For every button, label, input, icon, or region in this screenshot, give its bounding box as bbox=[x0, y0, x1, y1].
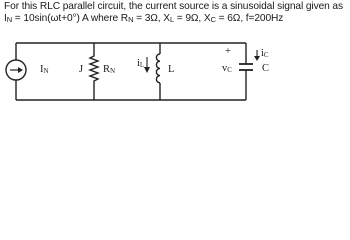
inductor-current-label: $i_L$ bbox=[137, 58, 145, 69]
rn-value: = 3Ω, X bbox=[133, 13, 170, 24]
xl-subscript: L bbox=[169, 15, 175, 24]
cap-current-label: $i_C$ bbox=[261, 48, 269, 59]
xc-subscript: C bbox=[210, 15, 216, 24]
in-symbol: I bbox=[4, 13, 7, 24]
rn-subscript: N bbox=[128, 15, 134, 24]
voltage-label: $v_C$ bbox=[222, 63, 232, 74]
problem-line-1: For this RLC parallel circuit, the current source is a sinusoidal signal given as bbox=[4, 1, 343, 12]
inductor-l bbox=[156, 54, 160, 83]
source-equation: = 10sin(ωt+0°) A where R bbox=[12, 13, 129, 24]
capacitor-label: C bbox=[262, 63, 270, 74]
xc-value: = 6Ω, f=200Hz bbox=[215, 13, 284, 24]
inductor-label: L bbox=[168, 64, 175, 75]
resistor-rn bbox=[90, 43, 98, 100]
resistor-current-label: J bbox=[79, 64, 84, 75]
source-label: $I_N$ bbox=[40, 64, 49, 75]
cap-current-arrow-icon bbox=[254, 56, 260, 61]
in-subscript: N bbox=[6, 15, 13, 24]
plus-sign: + bbox=[225, 46, 231, 57]
source-arrow-icon bbox=[18, 67, 23, 73]
inductor-current-arrow-icon bbox=[144, 67, 150, 73]
xl-value: = 9Ω, X bbox=[174, 13, 211, 24]
resistor-label: $R_N$ bbox=[103, 64, 116, 75]
circuit-diagram bbox=[0, 0, 350, 107]
